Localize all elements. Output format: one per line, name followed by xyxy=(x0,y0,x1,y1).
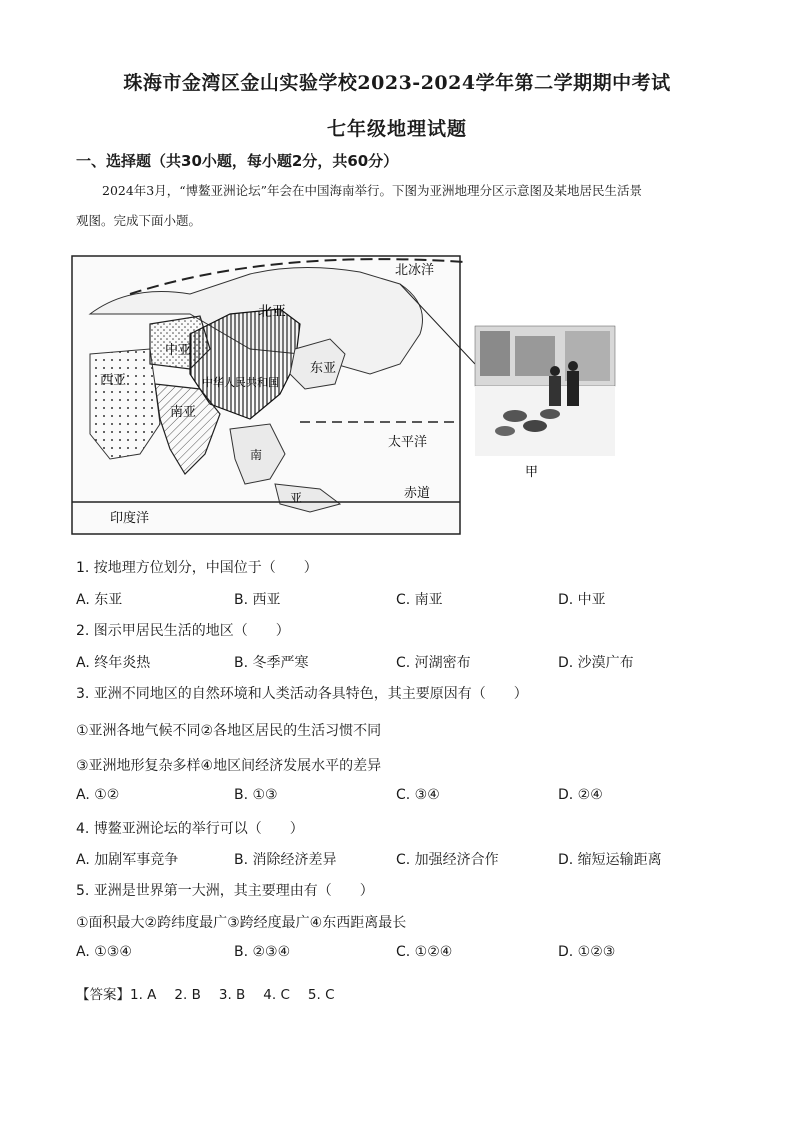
answer-3: 3. B xyxy=(218,987,246,1003)
question-4-stem: 4. 博鳌亚洲论坛的举行可以（ ） xyxy=(76,821,304,837)
question-1-stem: 1. 按地理方位划分，中国位于（ ） xyxy=(76,560,318,576)
q5-option-c: C. ①②④ xyxy=(396,944,453,960)
photo-caption: 甲 xyxy=(525,465,539,480)
q1-option-b: B. 西亚 xyxy=(234,592,281,608)
q3-option-b: B. ①③ xyxy=(234,787,278,803)
q5-statements: ①面积最大②跨纬度最广③跨经度最广④东西距离最长 xyxy=(76,915,407,931)
q5-option-a: A. ①③④ xyxy=(76,944,132,960)
exam-subtitle: 七年级地理试题 xyxy=(326,118,467,140)
q3-option-d: D. ②④ xyxy=(558,787,603,803)
q5-option-d: D. ①②③ xyxy=(558,944,616,960)
q2-option-a: A. 终年炎热 xyxy=(76,655,151,671)
section-heading: 一、选择题（共30小题，每小题2分，共60分） xyxy=(76,152,399,170)
q3-statements-1: ①亚洲各地气候不同②各地区居民的生活习惯不同 xyxy=(76,723,382,739)
answer-label: 【答案】 xyxy=(76,987,130,1003)
q2-option-d: D. 沙漠广布 xyxy=(558,655,634,671)
west-asia-label: 西亚 xyxy=(100,373,127,388)
answer-2: 2. B xyxy=(174,987,201,1003)
question-2-stem: 2. 图示甲居民生活的地区（ ） xyxy=(76,623,290,639)
indian-ocean-label: 印度洋 xyxy=(110,511,150,526)
resident-life-photo xyxy=(475,326,615,456)
south-asia-label: 南亚 xyxy=(170,405,197,420)
question-3-stem: 3. 亚洲不同地区的自然环境和人类活动各具特色，其主要原因有（ ） xyxy=(76,686,528,702)
q1-option-a: A. 东亚 xyxy=(76,592,123,608)
q1-option-c: C. 南亚 xyxy=(396,592,443,608)
answer-key xyxy=(76,983,353,1003)
answer-5: 5. C xyxy=(307,987,335,1003)
answer-4: 4. C xyxy=(263,987,290,1003)
q4-option-c: C. 加强经济合作 xyxy=(396,852,499,868)
equator-label: 赤道 xyxy=(404,486,431,501)
question-5-stem: 5. 亚洲是世界第一大洲，其主要理由有（ ） xyxy=(76,883,374,899)
q3-statements-2: ③亚洲地形复杂多样④地区间经济发展水平的差异 xyxy=(76,758,382,774)
q3-option-a: A. ①② xyxy=(76,787,120,803)
q4-option-a: A. 加剧军事竞争 xyxy=(76,852,179,868)
pacific-label: 太平洋 xyxy=(388,435,428,450)
north-asia-label: 北亚 xyxy=(258,304,286,320)
q3-option-c: C. ③④ xyxy=(396,787,440,803)
q4-option-d: D. 缩短运输距离 xyxy=(558,852,662,868)
q1-option-d: D. 中亚 xyxy=(558,592,606,608)
q4-option-b: B. 消除经济差异 xyxy=(234,852,337,868)
intro-line-1: 2024年3月，“博鳌亚洲论坛”年会在中国海南举行。下图为亚洲地理分区示意图及某地居民生活景 xyxy=(102,183,643,198)
q2-option-b: B. 冬季严寒 xyxy=(234,655,309,671)
southeast-asia-label-1: 南 xyxy=(250,448,263,462)
asia-map-svg xyxy=(70,254,630,539)
answer-1: 1. A xyxy=(130,987,157,1003)
southeast-asia-label-2: 亚 xyxy=(290,491,303,505)
arctic-label: 北冰洋 xyxy=(395,263,435,278)
china-label: 中华人民共和国 xyxy=(202,376,279,389)
east-asia-label: 东亚 xyxy=(310,361,337,376)
q2-option-c: C. 河湖密布 xyxy=(396,655,471,671)
central-asia-label: 中亚 xyxy=(165,343,192,358)
q5-option-b: B. ②③④ xyxy=(234,944,291,960)
exam-title: 珠海市金湾区金山实验学校2023-2024学年第二学期期中考试 xyxy=(123,72,671,94)
asia-region-map-figure xyxy=(70,254,630,539)
intro-line-2: 观图。完成下面小题。 xyxy=(76,213,202,228)
